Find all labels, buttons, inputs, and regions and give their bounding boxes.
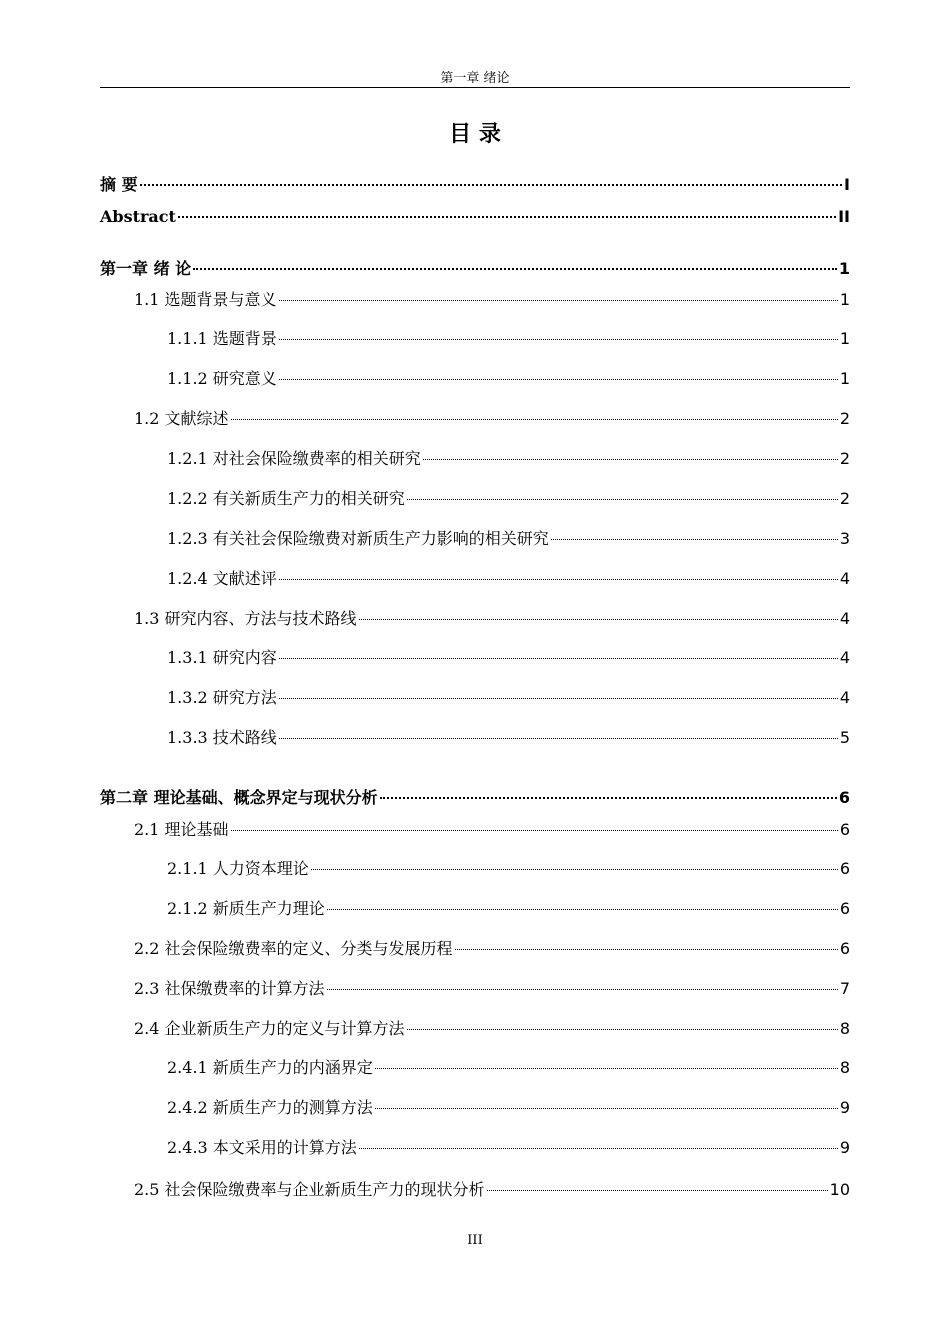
dot-leader xyxy=(279,300,838,301)
toc-entry-label: 1.1.2 研究意义 xyxy=(167,369,277,388)
toc-entry-page: 5 xyxy=(839,728,850,747)
toc-entry-page: 1 xyxy=(839,369,850,388)
toc-entry[interactable] xyxy=(167,688,850,708)
toc-entry-page: 9 xyxy=(839,1098,850,1117)
dot-leader xyxy=(279,738,838,739)
toc-entry-page: 10 xyxy=(829,1180,850,1199)
dot-leader xyxy=(231,830,838,831)
toc-entry[interactable] xyxy=(167,648,850,668)
toc-entry[interactable] xyxy=(167,1138,850,1158)
toc-entry-page: 1 xyxy=(839,329,850,348)
toc-entry-label: 2.1 理论基础 xyxy=(134,820,229,839)
dot-leader xyxy=(327,909,838,910)
dot-leader xyxy=(380,797,837,799)
toc-entry-page: 6 xyxy=(839,939,850,958)
toc-entry[interactable] xyxy=(167,529,850,549)
toc-entry-label: 第二章 理论基础、概念界定与现状分析 xyxy=(100,788,378,807)
dot-leader xyxy=(375,1108,838,1109)
toc-entry-label: 1.1.1 选题背景 xyxy=(167,329,277,348)
toc-entry-label: 2.4 企业新质生产力的定义与计算方法 xyxy=(134,1019,405,1038)
toc-entry-page: 4 xyxy=(839,569,850,588)
dot-leader xyxy=(359,1148,838,1149)
toc-entry-label: 2.5 社会保险缴费率与企业新质生产力的现状分析 xyxy=(134,1180,485,1199)
dot-leader xyxy=(279,658,838,659)
toc-entry-page: 2 xyxy=(839,409,850,428)
toc-entry[interactable] xyxy=(134,609,850,629)
toc-entry[interactable] xyxy=(167,1058,850,1078)
toc-entry-page: 1 xyxy=(839,290,850,309)
toc-entry-page: 9 xyxy=(839,1138,850,1157)
toc-entry-page: 1 xyxy=(838,259,850,278)
dot-leader xyxy=(279,379,838,380)
toc-entry[interactable] xyxy=(167,369,850,389)
toc-entry-label: 2.1.2 新质生产力理论 xyxy=(167,899,325,918)
dot-leader xyxy=(193,268,837,270)
toc-entry-label: 1.1 选题背景与意义 xyxy=(134,290,277,309)
toc-entry-label: 2.4.1 新质生产力的内涵界定 xyxy=(167,1058,373,1077)
toc-entry-label: 摘 要 xyxy=(100,175,138,194)
dot-leader xyxy=(407,1029,838,1030)
toc-entry-label: 1.2.2 有关新质生产力的相关研究 xyxy=(167,489,405,508)
dot-leader xyxy=(279,698,838,699)
toc-entry[interactable] xyxy=(100,788,850,808)
toc-entry-label: Abstract xyxy=(100,207,176,226)
dot-leader xyxy=(407,499,838,500)
dot-leader xyxy=(140,184,842,186)
toc-entry[interactable] xyxy=(100,259,850,279)
toc-entry-page: 6 xyxy=(839,820,850,839)
dot-leader xyxy=(231,419,838,420)
toc-entry-label: 1.2.1 对社会保险缴费率的相关研究 xyxy=(167,449,421,468)
running-header: 第一章 绪论 xyxy=(440,71,510,86)
dot-leader xyxy=(311,869,838,870)
toc-entry-label: 1.3.3 技术路线 xyxy=(167,728,277,747)
dot-leader xyxy=(178,216,836,218)
toc-entry[interactable] xyxy=(134,290,850,310)
toc-entry-page: 3 xyxy=(839,529,850,548)
toc-entry[interactable] xyxy=(134,979,850,999)
toc-entry-label: 2.2 社会保险缴费率的定义、分类与发展历程 xyxy=(134,939,453,958)
toc-entry-label: 1.3 研究内容、方法与技术路线 xyxy=(134,609,357,628)
toc-entry[interactable] xyxy=(167,1098,850,1118)
toc-entry[interactable] xyxy=(167,329,850,349)
toc-entry-label: 1.2.4 文献述评 xyxy=(167,569,277,588)
toc-entry[interactable] xyxy=(167,569,850,589)
dot-leader xyxy=(279,339,838,340)
toc-entry-page: 6 xyxy=(839,859,850,878)
toc-entry[interactable] xyxy=(167,899,850,919)
dot-leader xyxy=(487,1190,828,1191)
page-number: III xyxy=(467,1233,483,1248)
toc-entry-page: 6 xyxy=(838,788,850,807)
toc-entry-label: 1.2.3 有关社会保险缴费对新质生产力影响的相关研究 xyxy=(167,529,549,548)
dot-leader xyxy=(279,579,838,580)
toc-entry[interactable] xyxy=(167,449,850,469)
toc-entry-page: 2 xyxy=(839,449,850,468)
toc-entry-page: II xyxy=(838,207,850,226)
toc-entry[interactable] xyxy=(134,1180,850,1200)
toc-entry[interactable] xyxy=(134,939,850,959)
toc-entry-page: 6 xyxy=(839,899,850,918)
toc-entry[interactable] xyxy=(134,1019,850,1039)
toc-entry[interactable] xyxy=(100,175,850,195)
toc-entry-label: 1.2 文献综述 xyxy=(134,409,229,428)
toc-entry-label: 2.3 社保缴费率的计算方法 xyxy=(134,979,325,998)
toc-entry[interactable] xyxy=(100,207,850,227)
toc-entry[interactable] xyxy=(167,728,850,748)
toc-entry-label: 1.3.1 研究内容 xyxy=(167,648,277,667)
toc-title: 目 录 xyxy=(449,121,501,147)
toc-entry-label: 2.4.3 本文采用的计算方法 xyxy=(167,1138,357,1157)
toc-entry-page: I xyxy=(844,175,850,194)
toc-entry-page: 4 xyxy=(839,648,850,667)
dot-leader xyxy=(327,989,838,990)
toc-entry-page: 7 xyxy=(839,979,850,998)
dot-leader xyxy=(359,619,838,620)
dot-leader xyxy=(375,1068,838,1069)
toc-entry-label: 2.4.2 新质生产力的测算方法 xyxy=(167,1098,373,1117)
toc-entry-label: 第一章 绪 论 xyxy=(100,259,192,278)
toc-entry-page: 2 xyxy=(839,489,850,508)
dot-leader xyxy=(455,949,838,950)
toc-entry-page: 8 xyxy=(839,1058,850,1077)
toc-entry-page: 4 xyxy=(839,609,850,628)
toc-entry-page: 8 xyxy=(839,1019,850,1038)
toc-entry-page: 4 xyxy=(839,688,850,707)
toc-entry[interactable] xyxy=(134,820,850,840)
toc-entry[interactable] xyxy=(167,489,850,509)
toc-entry-label: 1.3.2 研究方法 xyxy=(167,688,277,707)
dot-leader xyxy=(551,539,838,540)
toc-entry[interactable] xyxy=(167,859,850,879)
dot-leader xyxy=(423,459,838,460)
toc-entry-label: 2.1.1 人力资本理论 xyxy=(167,859,309,878)
toc-entry[interactable] xyxy=(134,409,850,429)
